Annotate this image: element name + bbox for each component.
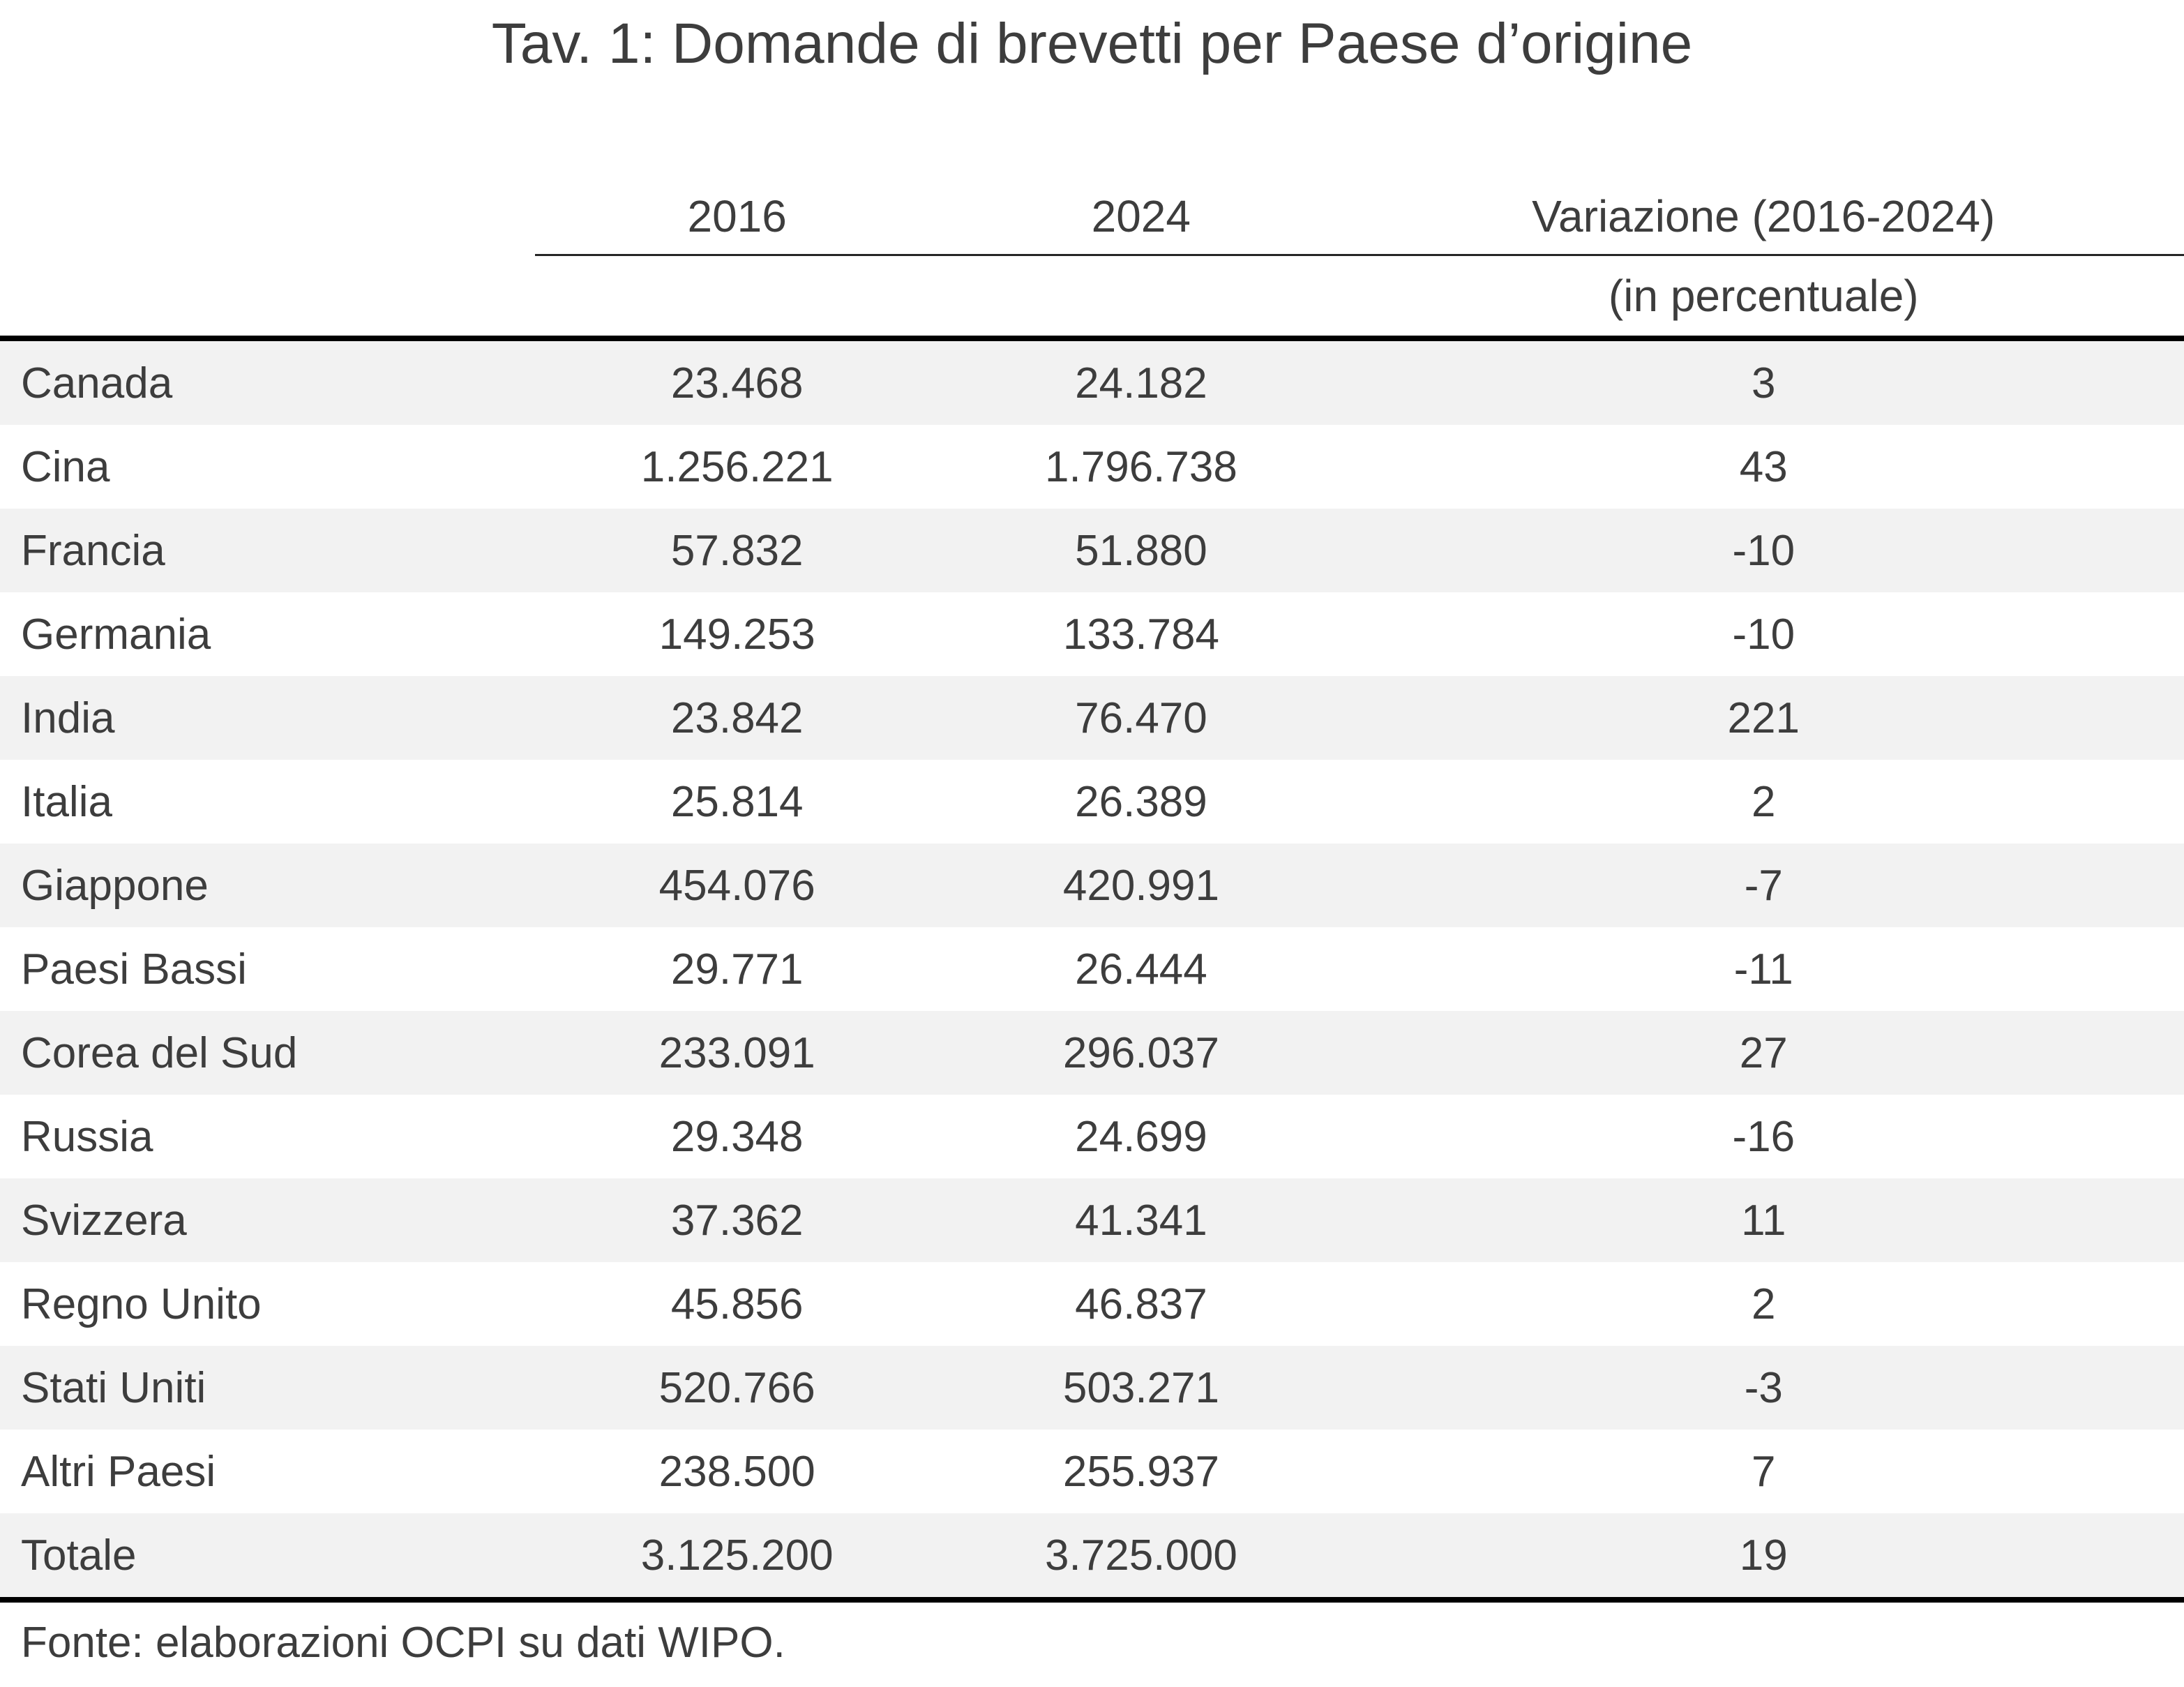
table-row	[0, 1011, 2184, 1095]
table-row	[0, 1430, 2184, 1513]
country-cell: Canada	[21, 359, 173, 407]
table-row	[0, 1262, 2184, 1346]
value-2024-cell: 26.444	[1075, 945, 1207, 994]
value-2016-cell: 23.468	[670, 359, 804, 407]
country-cell: Giappone	[21, 861, 209, 910]
variation-cell: -7	[1744, 861, 1783, 910]
country-cell: Regno Unito	[21, 1280, 262, 1328]
value-2016-cell: 454.076	[658, 861, 815, 910]
value-2016-cell: 520.766	[658, 1363, 815, 1412]
table-row	[0, 1346, 2184, 1430]
value-2024-cell: 3.725.000	[1045, 1531, 1237, 1580]
value-2016-cell: 25.814	[670, 777, 804, 826]
table-row	[0, 927, 2184, 1011]
header-spacer	[0, 178, 535, 256]
country-cell: Totale	[21, 1531, 137, 1580]
value-2024-cell: 41.341	[1075, 1196, 1207, 1245]
value-2016-cell: 29.771	[670, 945, 804, 994]
country-cell: Stati Uniti	[21, 1363, 206, 1412]
table-row	[0, 760, 2184, 844]
table-row	[0, 509, 2184, 592]
value-2016-cell: 149.253	[658, 610, 815, 659]
variation-cell: -16	[1732, 1112, 1795, 1161]
value-2024-cell: 503.271	[1062, 1363, 1219, 1412]
column-header-variation: Variazione (2016-2024)	[1532, 190, 1996, 241]
value-2016-cell: 1.256.221	[640, 442, 834, 491]
value-2024-cell: 133.784	[1062, 610, 1219, 659]
variation-cell: -3	[1744, 1363, 1783, 1412]
column-subheader-percent: (in percentuale)	[1608, 271, 1919, 321]
source-note: Fonte: elaborazioni OCPI su dati WIPO.	[21, 1618, 785, 1667]
value-2016-cell: 238.500	[658, 1447, 815, 1496]
value-2016-cell: 45.856	[670, 1280, 804, 1328]
value-2016-cell: 3.125.200	[640, 1531, 834, 1580]
column-subheader-row	[0, 256, 2184, 336]
variation-cell: 7	[1752, 1447, 1776, 1496]
variation-cell: 19	[1739, 1531, 1788, 1580]
value-2016-cell: 233.091	[658, 1028, 815, 1077]
value-2024-cell: 46.837	[1075, 1280, 1207, 1328]
variation-cell: 2	[1752, 777, 1776, 826]
column-header-row	[0, 178, 2184, 256]
value-2024-cell: 1.796.738	[1045, 442, 1237, 491]
table-body	[0, 336, 2184, 1603]
table-row	[0, 676, 2184, 760]
value-2024-cell: 296.037	[1062, 1028, 1219, 1077]
table-row	[0, 592, 2184, 676]
column-header-2016: 2016	[687, 190, 787, 241]
table-row	[0, 1513, 2184, 1597]
value-2024-cell: 420.991	[1062, 861, 1219, 910]
country-cell: Cina	[21, 442, 110, 491]
variation-cell: 2	[1752, 1280, 1776, 1328]
value-2016-cell: 23.842	[670, 693, 804, 742]
column-header-2024: 2024	[1091, 190, 1191, 241]
value-2016-cell: 37.362	[670, 1196, 804, 1245]
variation-cell: 43	[1739, 442, 1788, 491]
country-cell: Svizzera	[21, 1196, 187, 1245]
table-row	[0, 425, 2184, 509]
header-underlined-group	[535, 178, 2184, 256]
variation-cell: -10	[1732, 610, 1795, 659]
value-2024-cell: 51.880	[1075, 526, 1207, 575]
country-cell: Corea del Sud	[21, 1028, 298, 1077]
variation-cell: 221	[1727, 693, 1800, 742]
variation-cell: -11	[1733, 945, 1793, 994]
country-cell: Altri Paesi	[21, 1447, 216, 1496]
country-cell: Germania	[21, 610, 211, 659]
table-row	[0, 1178, 2184, 1262]
value-2024-cell: 24.182	[1075, 359, 1207, 407]
table-row	[0, 341, 2184, 425]
country-cell: Francia	[21, 526, 165, 575]
country-cell: Paesi Bassi	[21, 945, 247, 994]
variation-cell: 11	[1741, 1196, 1786, 1245]
value-2024-cell: 24.699	[1075, 1112, 1207, 1161]
table-row	[0, 1095, 2184, 1178]
table-row	[0, 844, 2184, 927]
value-2024-cell: 26.389	[1075, 777, 1207, 826]
value-2016-cell: 57.832	[670, 526, 804, 575]
country-cell: India	[21, 693, 115, 742]
table-title: Tav. 1: Domande di brevetti per Paese d’origine	[491, 12, 1693, 75]
value-2024-cell: 76.470	[1075, 693, 1207, 742]
value-2024-cell: 255.937	[1062, 1447, 1219, 1496]
value-2016-cell: 29.348	[670, 1112, 804, 1161]
variation-cell: 3	[1752, 359, 1776, 407]
country-cell: Italia	[21, 777, 112, 826]
variation-cell: -10	[1732, 526, 1795, 575]
country-cell: Russia	[21, 1112, 153, 1161]
variation-cell: 27	[1739, 1028, 1788, 1077]
